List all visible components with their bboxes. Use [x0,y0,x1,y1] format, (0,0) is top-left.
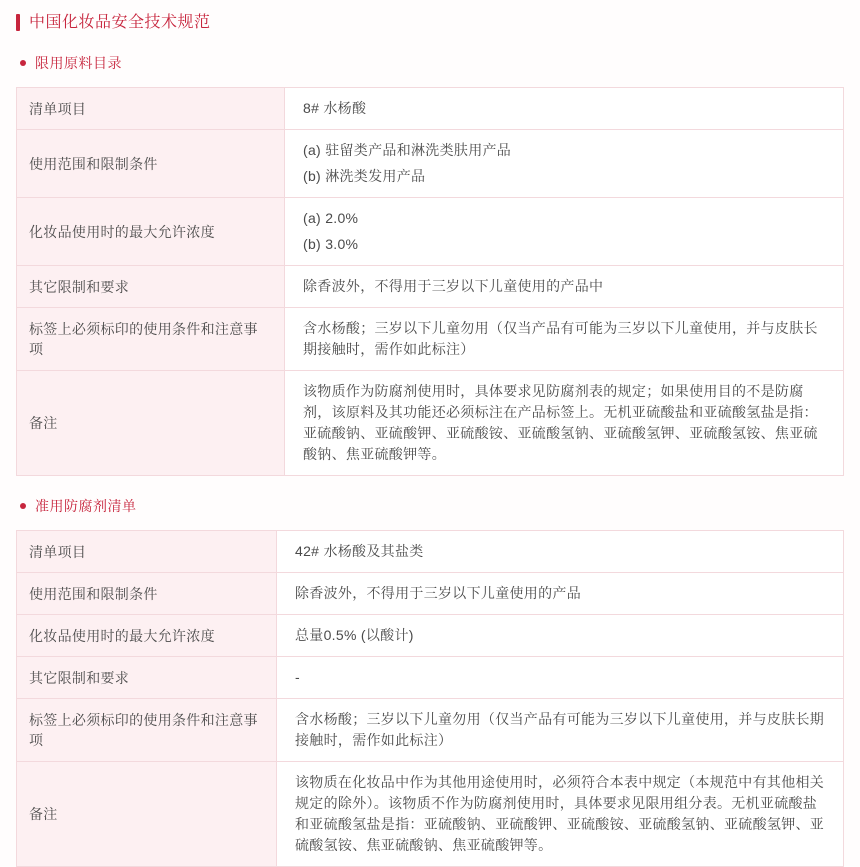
row-label: 标签上必须标印的使用条件和注意事项 [17,308,285,371]
value-line: 42# 水杨酸及其盐类 [295,543,424,559]
row-label: 备注 [17,371,285,476]
value-line: 含水杨酸；三岁以下儿童勿用（仅当产品有可能为三岁以下儿童使用，并与皮肤长期接触时，需作如此标注） [303,320,818,357]
table-row [17,531,844,573]
row-value [285,266,844,308]
table-row [17,573,844,615]
value-line: (a) 驻留类产品和淋洗类肤用产品 [303,142,512,158]
value-line: 除香波外，不得用于三岁以下儿童使用的产品中 [303,278,604,294]
value-line: 该物质在化妆品中作为其他用途使用时，必须符合本表中规定（本规范中有其他相关规定的除外）。该物质不作为防腐剂使用时，具体要求见限用组分表。无机亚硫酸盐和亚硫酸氢盐是指：亚硫酸钠、亚硫酸钾、亚硫酸铵、亚硫酸氢钠、亚硫酸氢钾、亚硫酸氢铵、焦亚硫酸钠、焦亚硫酸钾等。 [295,774,825,853]
row-value [277,573,844,615]
row-value [277,615,844,657]
row-value [285,88,844,130]
value-line: 含水杨酸；三岁以下儿童勿用（仅当产品有可能为三岁以下儿童使用，并与皮肤长期接触时，需作如此标注） [295,711,825,748]
value-line: (b) 淋洗类发用产品 [303,168,426,184]
value-line: 8# 水杨酸 [303,100,367,116]
row-value [277,657,844,699]
row-label: 使用范围和限制条件 [17,573,277,615]
section-heading [20,53,844,73]
section-heading-label: 准用防腐剂清单 [35,498,137,514]
table-row [17,308,844,371]
row-label: 清单项目 [17,88,285,130]
section-heading-label: 限用原料目录 [35,55,122,71]
table-row [17,615,844,657]
table-row [17,371,844,476]
bullet-icon [20,503,26,509]
row-value [285,198,844,266]
row-label: 标签上必须标印的使用条件和注意事项 [17,699,277,762]
table-row [17,657,844,699]
table-row [17,762,844,867]
row-value [277,531,844,573]
row-label: 清单项目 [17,531,277,573]
row-label: 其它限制和要求 [17,266,285,308]
table-row [17,198,844,266]
section-heading [20,496,844,516]
page-title-row [16,12,844,33]
value-line: 总量0.5% (以酸计) [295,627,414,643]
table-row [17,699,844,762]
spec-table [16,87,844,476]
page-title: 中国化妆品安全技术规范 [29,14,211,31]
value-line: - [295,669,300,685]
row-value [285,308,844,371]
row-value [277,699,844,762]
row-label: 其它限制和要求 [17,657,277,699]
row-value [285,130,844,198]
row-label: 使用范围和限制条件 [17,130,285,198]
table-row [17,88,844,130]
row-label: 备注 [17,762,277,867]
bullet-icon [20,60,26,66]
sections-container [16,53,844,867]
value-line: (a) 2.0% [303,210,359,226]
title-accent-bar-icon [16,14,20,31]
table-row [17,130,844,198]
row-label: 化妆品使用时的最大允许浓度 [17,198,285,266]
value-line: (b) 3.0% [303,236,359,252]
value-line: 除香波外，不得用于三岁以下儿童使用的产品 [295,585,581,601]
row-value [285,371,844,476]
table-row [17,266,844,308]
row-value [277,762,844,867]
row-label: 化妆品使用时的最大允许浓度 [17,615,277,657]
spec-table [16,530,844,867]
value-line: 该物质作为防腐剂使用时，具体要求见防腐剂表的规定；如果使用目的不是防腐剂，该原料及其功能还必须标注在产品标签上。无机亚硫酸盐和亚硫酸氢盐是指：亚硫酸钠、亚硫酸钾、亚硫酸铵、亚硫酸氢钠、亚硫酸氢钾、亚硫酸氢铵、焦亚硫酸钠、焦亚硫酸钾等。 [303,383,818,462]
